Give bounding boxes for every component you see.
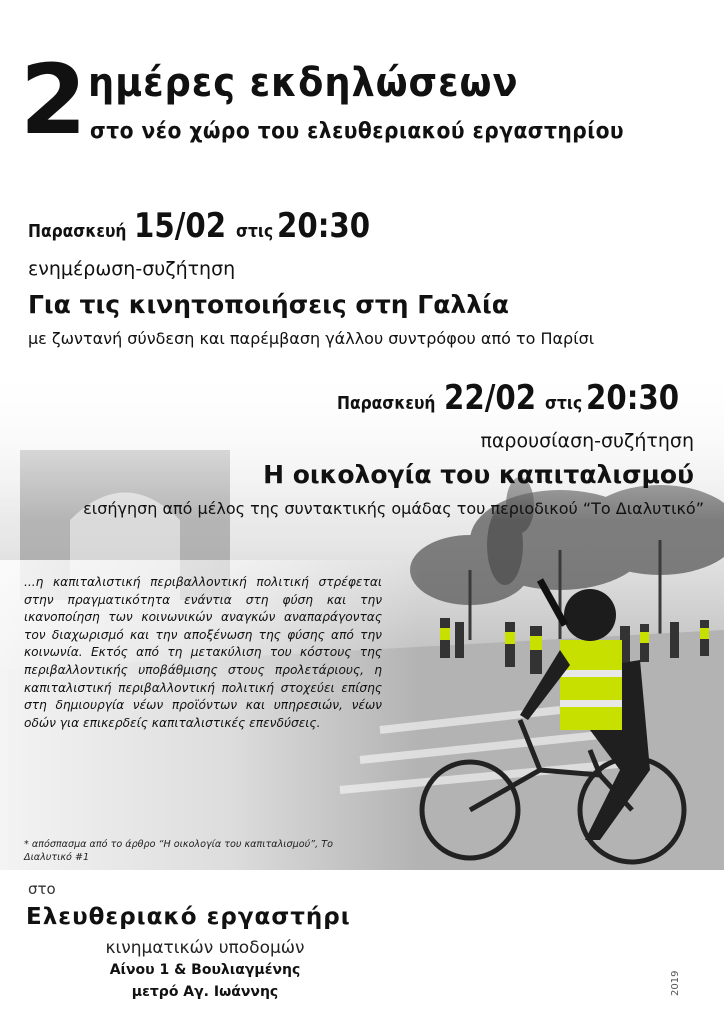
event2-at: στις (544, 393, 582, 414)
event2-title: Η οικολογία του καπιταλισμού (263, 460, 694, 489)
event2-date-value: 22/02 (443, 378, 536, 418)
quote-text: ...η καπιταλιστική περιβαλλοντική πολιτική στρέφεται στην πραγματικότητα ενάντια στη φύση και την ικανοποίηση των κοινωνικών αναγκών αναπαράγοντας τον διαχωρισμό και την αποξένωση της φύσης από την κοινωνία. Εκτός από τη μετακύλιση του κόστους της περιβαλλοντικής υποβάθμισης στους προλετάριους, η καπιταλιστική περιβαλλοντική πολιτική στοχεύει επίσης στη δημιουργία νέων προϊόντων και υπηρεσιών, νέων οδών για επικερδείς καπιταλιστικές επενδύσεις. (24, 575, 382, 730)
event2-type: παρουσίαση-συζήτηση (480, 430, 694, 452)
year-label: 2019 (670, 970, 681, 996)
venue-address: Αίνου 1 & Βουλιαγμένης (109, 962, 301, 978)
header-title: ημέρες εκδηλώσεων (88, 60, 519, 106)
venue-metro: μετρό Αγ. Ιωάννης (131, 984, 279, 1000)
header-subtitle: στο νέο χώρο του ελευθεριακού εργαστηρίου (90, 119, 625, 144)
header-number: 2 (20, 44, 85, 156)
event1-subtitle: με ζωντανή σύνδεση και παρέμβαση γάλλου συντρόφου από το Παρίσι (28, 329, 595, 348)
event1-date (28, 206, 385, 246)
event1-date-value: 15/02 (134, 206, 227, 246)
event1-type: ενημέρωση-συζήτηση (28, 258, 236, 280)
event2-date (337, 378, 694, 418)
footer-at: στο (28, 880, 56, 898)
venue-name: Ελευθεριακό εργαστήρι (26, 904, 351, 930)
event1-time: 20:30 (276, 206, 370, 246)
event1-at: στις (235, 221, 273, 242)
event2-time: 20:30 (585, 378, 679, 418)
venue-subtitle: κινηματικών υποδομών (105, 938, 305, 958)
event1-day: Παρασκευή (28, 221, 127, 242)
quote-source-note: * απόσπασμα από το άρθρο “Η οικολογία του καπιταλισμού”, Το Διαλυτικό #1 (24, 839, 333, 863)
event2-subtitle: εισήγηση από μέλος της συντακτικής ομάδας του περιοδικού “Το Διαλυτικό” (83, 499, 704, 518)
event1-title: Για τις κινητοποιήσεις στη Γαλλία (28, 290, 509, 319)
event2-day: Παρασκευή (337, 393, 436, 414)
